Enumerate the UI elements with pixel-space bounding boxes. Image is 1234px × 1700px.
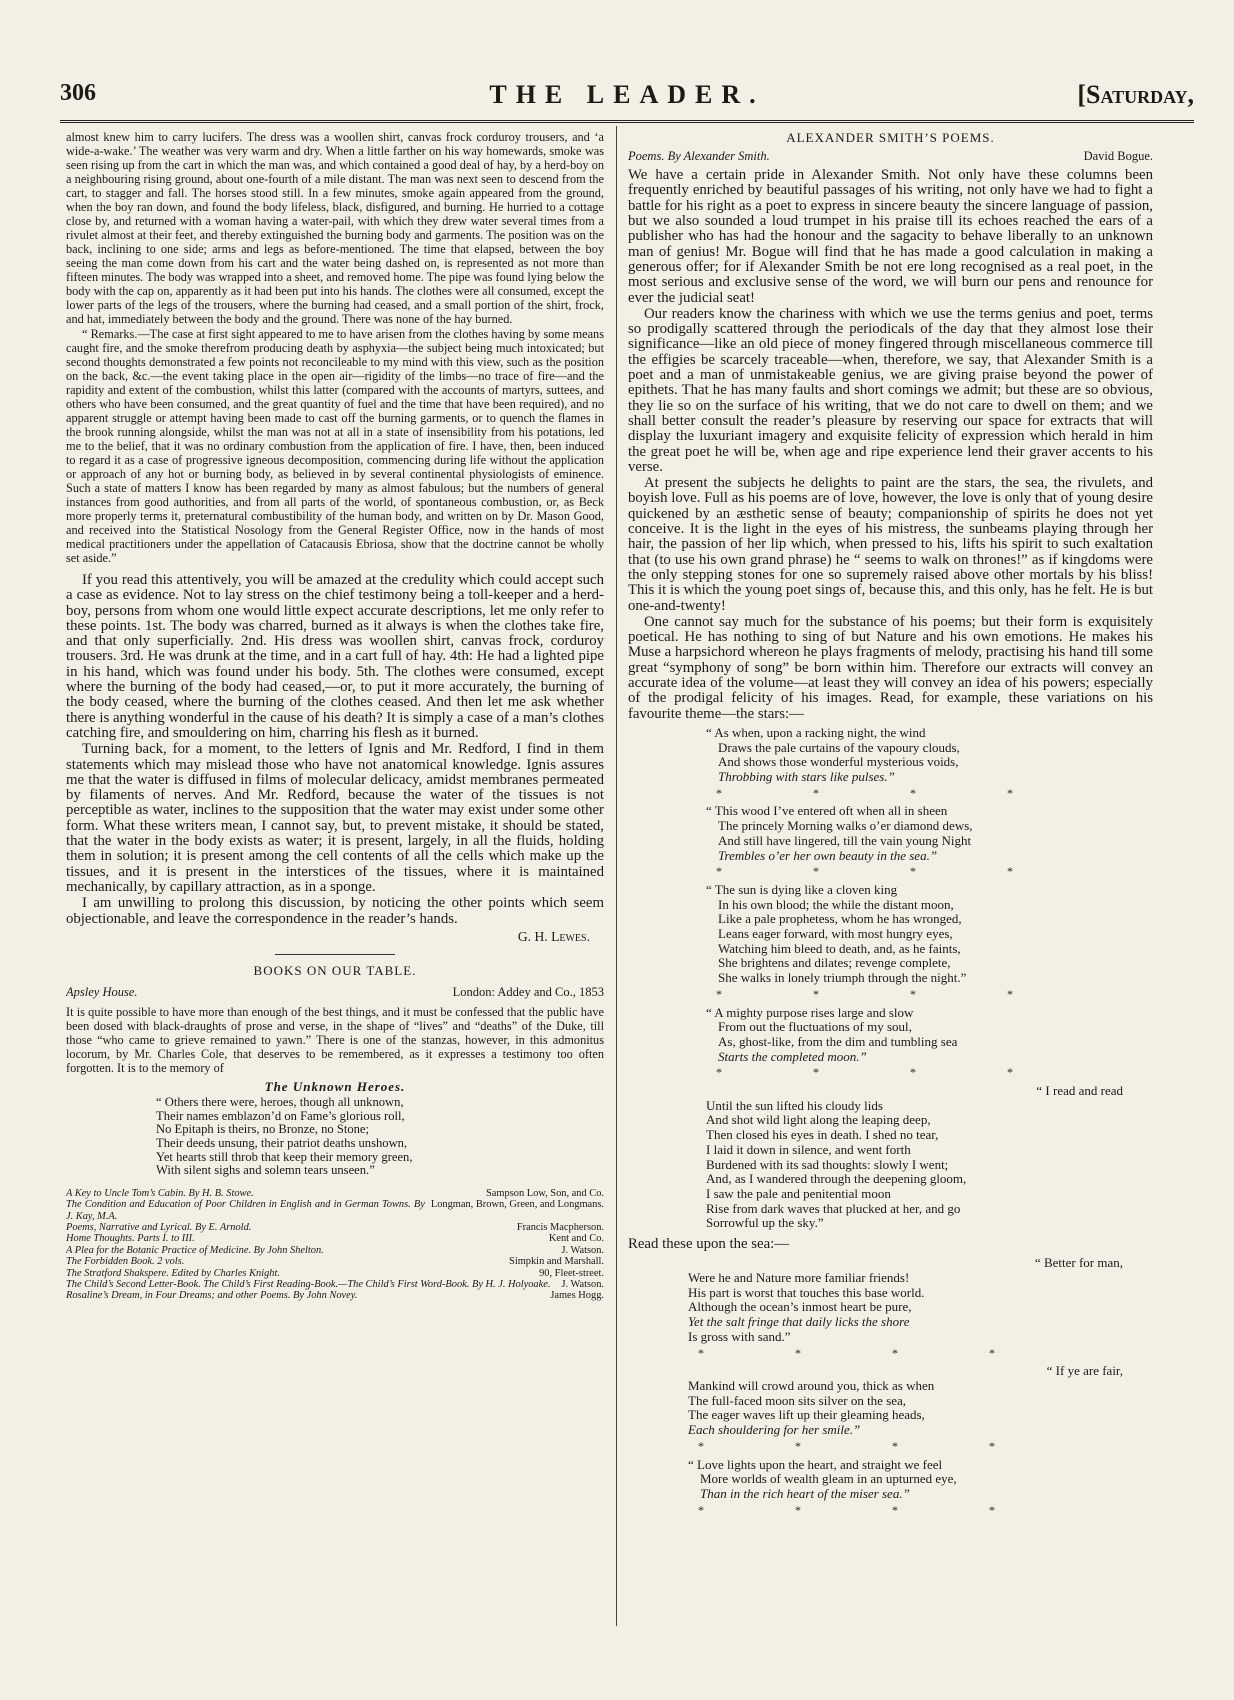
stanza bbox=[706, 1006, 1153, 1081]
poem-line: I saw the pale and penitential moon bbox=[706, 1185, 891, 1201]
book-title: The Child’s Second Letter-Book. The Child’s First Reading-Book.—The Child’s First Word-Book. By H. J. Holyoake. bbox=[66, 1279, 551, 1291]
page-header bbox=[60, 80, 1194, 120]
asterisk-divider: * * * * bbox=[716, 1065, 1057, 1080]
poem-line: “ The sun is dying like a cloven king bbox=[706, 881, 898, 897]
poem-line: And shot wild light along the leaping deep, bbox=[706, 1112, 931, 1128]
book-pub: James Hogg. bbox=[550, 1290, 604, 1302]
stanza bbox=[688, 1256, 1153, 1360]
poem-line: Were he and Nature more familiar friends! bbox=[688, 1270, 910, 1286]
stanza bbox=[706, 726, 1153, 801]
poem-line: Mankind will crowd around you, thick as when bbox=[688, 1378, 935, 1393]
poem-line: Is gross with sand.” bbox=[688, 1328, 791, 1344]
stanza bbox=[706, 1084, 1153, 1231]
asterisk-divider: * * * * bbox=[698, 1502, 1039, 1517]
poem-line: “ Better for man, bbox=[1034, 1255, 1123, 1271]
review-header bbox=[628, 149, 1153, 165]
stanza bbox=[688, 1364, 1153, 1453]
poem-line: Like a pale prophetess, whom he has wronged, bbox=[718, 911, 962, 927]
page-number: 306 bbox=[60, 80, 96, 106]
poem-line: No Epitaph is theirs, no Bronze, no Stone; bbox=[156, 1122, 370, 1137]
review-title: ALEXANDER SMITH’S POEMS. bbox=[786, 130, 995, 145]
article-paragraph: Turning back, for a moment, to the letters of Ignis and Mr. Redford, I find in them statements which may mislead those who have not anatomical knowledge. Ignis assures me that the water is diffused in films of molecular delicacy, amidst membranes permeated by filaments of nerves. And Mr. Redford, because the water of the tissues is not perceptible as water, inclines to the supposition that the water may exist under some other form. What these writers mean, I cannot say, but, to prevent mistake, it should be stated, that the water in the body exists as water; it is present, largely, in all the fluids, holding them in solution; it is present among the cell contents of all the cells which make up the tissues, and it is present in the interstices of the tissues, where it is maintained mechanically, by capillary attraction, as in a sponge. bbox=[66, 741, 604, 895]
poem-line: “ Love lights upon the heart, and straight we feel bbox=[688, 1456, 943, 1472]
poem-line: Trembles o’er her own beauty in the sea.” bbox=[718, 847, 938, 863]
book-title: Poems, Narrative and Lyrical. By E. Arnold. bbox=[66, 1221, 252, 1233]
book-title: Rosaline’s Dream, in Four Dreams; and other Poems. By John Novey. bbox=[66, 1290, 358, 1302]
asterisk-divider: * * * * bbox=[698, 1345, 1039, 1360]
poem-line: Their deeds unsung, their patriot deaths unshown, bbox=[156, 1135, 408, 1150]
poem-line: Then closed his eyes in death. I shed no tear, bbox=[706, 1127, 939, 1143]
poem-line: Starts the completed moon.” bbox=[718, 1048, 867, 1064]
poem-line: The princely Morning walks o’er diamond dews, bbox=[718, 818, 973, 834]
poem-line: Sorrowful up the sky.” bbox=[706, 1215, 824, 1231]
books-received-list bbox=[66, 1188, 604, 1302]
poem-title: The Unknown Heroes. bbox=[264, 1078, 406, 1094]
review-paragraph: One cannot say much for the substance of his poems; but their form is exquisitely poetical. He has nothing to sing of but Nature and his own emotions. He makes his Muse a harpsichord whereon he plays fragments of melody, practising his hand till some great “symphony of song” be born within him. Therefore our extracts will convey an accurate idea of the volume—at least they will convey an idea of his powers; especially of the prodigal felicity of his images. Read, for example, these variations on his favourite theme—the stars:— bbox=[628, 613, 1153, 722]
list-item bbox=[66, 1268, 604, 1279]
book-title: A Plea for the Botanic Practice of Medicine. By John Shelton. bbox=[66, 1244, 324, 1256]
book-title: The Forbidden Book. 2 vols. bbox=[66, 1256, 185, 1268]
asterisk-divider: * * * * bbox=[716, 986, 1057, 1001]
poem-excerpts bbox=[706, 726, 1153, 1231]
poem-line: Than in the rich heart of the miser sea.” bbox=[700, 1485, 910, 1501]
article-paragraph: If you read this attentively, you will be amazed at the credulity which could accept such a case as evidence. Not to lay stress on the chief testimony being a toll-keeper and a herd-boy, persons from whom one would little expect accurate descriptions, let me only refer to these points. 1st. The body was charred, burned as it always is when the clothes take fire, and that only superficially. 2nd. His dress was woollen shirt, canvas frock, corduroy trousers. 3rd. He was drunk at the time, and in a cart full of hay. 4th: He had a lighted pipe in his hand, which was found under his body. 5th. The clothes were consumed, except where the burning of the body had ceased,—or, to put it more accurately, the burning of the body ceased, where the burning of the clothes ceased. And then let me ask whether there is anything wonderful in the cause of his death? It is simply a case of a man’s clothes catching fire, and smouldering on him, charring his flesh as it burned. bbox=[66, 572, 604, 741]
book-pub: J. Watson. bbox=[561, 1279, 604, 1291]
list-item bbox=[66, 1245, 604, 1256]
poem-line: “ A mighty purpose rises large and slow bbox=[706, 1004, 914, 1020]
section-title: BOOKS ON OUR TABLE. bbox=[253, 963, 417, 979]
poem-line: As, ghost-like, from the dim and tumbling sea bbox=[718, 1033, 958, 1049]
section-rule bbox=[275, 954, 395, 955]
poem-line: More worlds of wealth gleam in an upturned eye, bbox=[700, 1471, 957, 1487]
book-title: The Condition and Education of Poor Children in English and in German Towns. By J. Kay, M.A. bbox=[66, 1199, 425, 1222]
poem-line: Draws the pale curtains of the vapoury clouds, bbox=[718, 739, 960, 755]
masthead: THE LEADER. bbox=[489, 80, 765, 109]
stanza bbox=[688, 1458, 1153, 1518]
poem-line: And shows those wonderful mysterious voids, bbox=[718, 754, 959, 770]
poem-line: She walks in lonely triumph through the night.” bbox=[718, 970, 967, 986]
book-pub: Simpkin and Marshall. bbox=[509, 1256, 604, 1268]
right-column bbox=[628, 130, 1153, 1610]
poem-line: His part is worst that touches this base world. bbox=[688, 1284, 925, 1300]
poem-line: From out the fluctuations of my soul, bbox=[718, 1019, 912, 1035]
poem-line: And, as I wandered through the deepening gloom, bbox=[706, 1171, 967, 1187]
list-item bbox=[66, 1199, 604, 1222]
book-title: The Stratford Shakspere. Edited by Charles Knight. bbox=[66, 1267, 280, 1279]
list-item bbox=[66, 1188, 604, 1199]
poem-line: “ This wood I’ve entered oft when all in sheen bbox=[706, 803, 948, 819]
book-name: Apsley House. bbox=[66, 985, 138, 1000]
book-pub: 90, Fleet-street. bbox=[539, 1267, 604, 1279]
header-rule bbox=[60, 120, 1194, 124]
review-publisher: David Bogue. bbox=[1083, 148, 1153, 163]
review-book: Poems. By Alexander Smith. bbox=[628, 148, 770, 163]
book-pub: J. Watson. bbox=[561, 1244, 604, 1256]
poem-line: Although the ocean’s inmost heart be pure, bbox=[688, 1299, 912, 1315]
book-header bbox=[66, 985, 604, 1001]
article-paragraph: It is quite possible to have more than enough of the best things, and it must be confessed that the public have been dosed with black-draughts of prose and verse, in the shape of “lives” and “deaths” of the Duke, till those “who came to grieve remained to yawn.” There is one of the stanzas, however, in this admonitus locorum, by Mr. Charles Cole, that deserves to be remembered, as it expresses a testimony too often forgotten. It is to the memory of bbox=[66, 1004, 604, 1075]
poem-line: “ As when, upon a racking night, the wind bbox=[706, 724, 926, 740]
column-divider bbox=[616, 126, 617, 1626]
review-paragraph: We have a certain pride in Alexander Smith. Not only have these columns been frequently enriched by beautiful passages of his writing, not only have we had to fight a battle for his right as a poet to express in sincere beauty the sincere language of passion, but we also sounded a loud trumpet in his praise till its echoes reached the ears of a publisher who has had the honour and the sagacity to behave liberally to an unknown man of genius! Mr. Bogue will find that he has made a good calculation in making a generous offer; for if Alexander Smith be not ere long recognised as a real poet, in the most serious and exclusive sense of the word, we will burn our pens and renounce for ever the judicial seat! bbox=[628, 167, 1153, 306]
book-pub: Francis Macpherson. bbox=[516, 1221, 604, 1233]
book-pub: Longman, Brown, Green, and Longmans. bbox=[430, 1199, 604, 1211]
review-paragraph: At present the subjects he delights to paint are the stars, the sea, the rivulets, and boyish love. Full as his poems are of love, however, the love is only that of young desire quickened by an æsthetic sense of beauty; companionship of spirits he does not yet conceive. It is the light in the eyes of his mistress, the sunbeams playing through her hair, the passion of her lip which, when pressed to his, lifts his spirit to such exaltation that (to use his own grand phrase) he “ seems to walk on thrones!” as if kingdoms were the only stepping stones for one so supremely raised above other mortals by his bliss! This it is which the young poet sings of, because this, and this only, has he felt. He is but one-and-twenty! bbox=[628, 475, 1153, 614]
poem-line: The full-faced moon sits silver on the sea, bbox=[688, 1392, 907, 1408]
poem-line: Until the sun lifted his cloudy lids bbox=[706, 1097, 883, 1113]
poem-line: She brightens and dilates; revenge complete, bbox=[718, 955, 951, 971]
stanza bbox=[706, 883, 1153, 1002]
book-publisher: London: Addey and Co., 1853 bbox=[452, 985, 604, 1000]
poem-line: Yet hearts still throb that keep their memory green, bbox=[156, 1149, 413, 1164]
left-column bbox=[66, 130, 604, 1610]
poem-line: “ Others there were, heroes, though all unknown, bbox=[156, 1095, 404, 1110]
asterisk-divider: * * * * bbox=[716, 785, 1057, 800]
poem-line: Their names emblazon’d on Fame’s glorious roll, bbox=[156, 1108, 405, 1123]
list-item bbox=[66, 1233, 604, 1244]
stanza bbox=[706, 804, 1153, 879]
poem-line: Watching him bleed to death, and, as he faints, bbox=[718, 940, 961, 956]
poem-line: Throbbing with stars like pulses.” bbox=[718, 768, 895, 784]
poem-line: “ I read and read bbox=[1036, 1083, 1123, 1099]
poem-line: Leans eager forward, with most hungry eyes, bbox=[718, 926, 953, 942]
signature: G. H. Lewes. bbox=[517, 928, 590, 944]
article-paragraph: I am unwilling to prolong this discussion, by noticing the other points which seem objectionable, and leave the correspondence in the reader’s hands. bbox=[66, 895, 604, 927]
sea-excerpts bbox=[688, 1256, 1153, 1517]
review-paragraph: Read these upon the sea:— bbox=[628, 1236, 790, 1253]
list-item bbox=[66, 1222, 604, 1233]
book-pub: Kent and Co. bbox=[548, 1233, 604, 1245]
list-item bbox=[66, 1256, 604, 1267]
article-paragraph: “ Remarks.—The case at first sight appeared to me to have arisen from the clothes having by some means caught fire, and the smoke therefrom producing death by asphyxia—the subject being much intoxicated; but second thoughts demonstrated a few points not reconcileable to my mind with this view, such as the position on the back, &c.—the event taking place in the open air—rigidity of the limbs—no trace of fire—and the rapidity and extent of the combustion, whilst this latter (compared with the accounts of martyrs, suttees, and others who have been consumed, and the great quantity of fuel and the time that have been required), and no apparent struggle or attempt having been made to cast off the burning garments, or to quench the flames in the brook running alongside, whilst the man was not at all in a state of insensibility from his potations, led me to the belief, that it was no ordinary combustion from the application of fire. I have, then, been induced to regard it as a case of progressive igneous decomposition, commencing during life without the application or approach of any hot or burning body, as believed in by several continental physiologists of eminence. Such a state of matters I know has been regarded by many as almost fabulous; but the numbers of general instances from good authorities, and from all parts of the world, of spontaneous combustion, or, as Beck more properly terms it, preternatural combustibility of the human body, and written on by Dr. Mason Good, and received into the Statistical Nosology from the General Register Office, now in the hands of most medical practitioners under the appellation of Catacausis Ebriosa, show that the doctrine cannot be wholly set aside.” bbox=[66, 327, 604, 565]
poem-line: I laid it down in silence, and went forth bbox=[706, 1141, 911, 1157]
asterisk-divider: * * * * bbox=[716, 864, 1057, 879]
poem-line: Rise from dark waves that plucked at her, and go bbox=[706, 1200, 961, 1216]
book-pub: Sampson Low, Son, and Co. bbox=[486, 1187, 604, 1199]
asterisk-divider: * * * * bbox=[698, 1438, 1039, 1453]
book-title: Home Thoughts. Parts I. to III. bbox=[66, 1233, 195, 1245]
review-paragraph: Our readers know the chariness with which we use the terms genius and poet, terms so prodigally scattered through the periodicals of the day that they almost lose their significance—like an old piece of money fingered through miscellaneous commerce till the effigies be scarcely traceable—when, therefore, we say, that Alexander Smith is a poet and a man of unmistakeable genius, we are giving praise beyond the power of epithets. That he has many faults and short comings we admit; but these are so obvious, they lie so on the surface of his writing, that we do not care to dwell on them; and we shall better consult the reader’s pleasure by reserving our space for extracts that will display the luxuriant imagery and exquisite felicity of expression which herald in him the great poet he will be, when age and ripe experience lend their graver accents to his verse. bbox=[628, 305, 1153, 475]
poem-line: Yet the salt fringe that daily licks the shore bbox=[688, 1314, 910, 1330]
poem-line: With silent sighs and solemn tears unseen.” bbox=[156, 1163, 375, 1178]
book-title: A Key to Uncle Tom’s Cabin. By H. B. Stowe. bbox=[66, 1187, 254, 1199]
poem-line: In his own blood; the while the distant moon, bbox=[718, 896, 954, 912]
poem-line: “ If ye are fair, bbox=[1046, 1363, 1123, 1379]
list-item bbox=[66, 1279, 604, 1290]
article-paragraph: almost knew him to carry lucifers. The dress was a woollen shirt, canvas frock corduroy trousers, and ‘a wide-a-wake.’ The weather was very warm and dry. When a little farther on his way homewards, smoke was seen rising up from the cart in which the man was, and which contained a good deal of hay, by a herd-boy on a neighbouring rising ground, about one-fourth of a mile distant. The man was next seen to descend from the cart, to stagger and fall. The horses stood still. In a few minutes, smoke again appeared from the ground, when the boy ran down, and found the body lifeless, black, disfigured, and burning. He hurried to a cottage close by, and returned with a woman having a water-pail, with which they drew water several times from a rivulet almost at their feet, and thereby extinguished the burning body and garments. The position was on the back, inclining to one side; arms and legs as before-mentioned. The time that elapsed, between the boy seeing the man come down from his cart and the water being dashed on, is represented as not more than fifteen minutes. The body was wrapped into a sheet, and removed home. The pipe was found lying below the body with the cap on, apparently as it had been put into his hands. The clothes were all consumed, except the lower parts of the legs of the trousers, where the burning had ceased, and a small portion of the shirt, frock, and hat, immediately between the body and the ground. There was none of the hay burned. bbox=[66, 130, 604, 326]
poem-line: Burdened with its sad thoughts: slowly I went; bbox=[706, 1156, 949, 1172]
poem-line: Each shouldering for her smile.” bbox=[688, 1422, 861, 1438]
list-item bbox=[66, 1290, 604, 1301]
poem-line: And still have lingered, till the vain young Night bbox=[718, 832, 972, 848]
poem-line: The eager waves lift up their gleaming heads, bbox=[688, 1407, 925, 1423]
poem-heroes bbox=[156, 1096, 604, 1178]
issue-day: [Saturday, bbox=[1077, 80, 1194, 109]
